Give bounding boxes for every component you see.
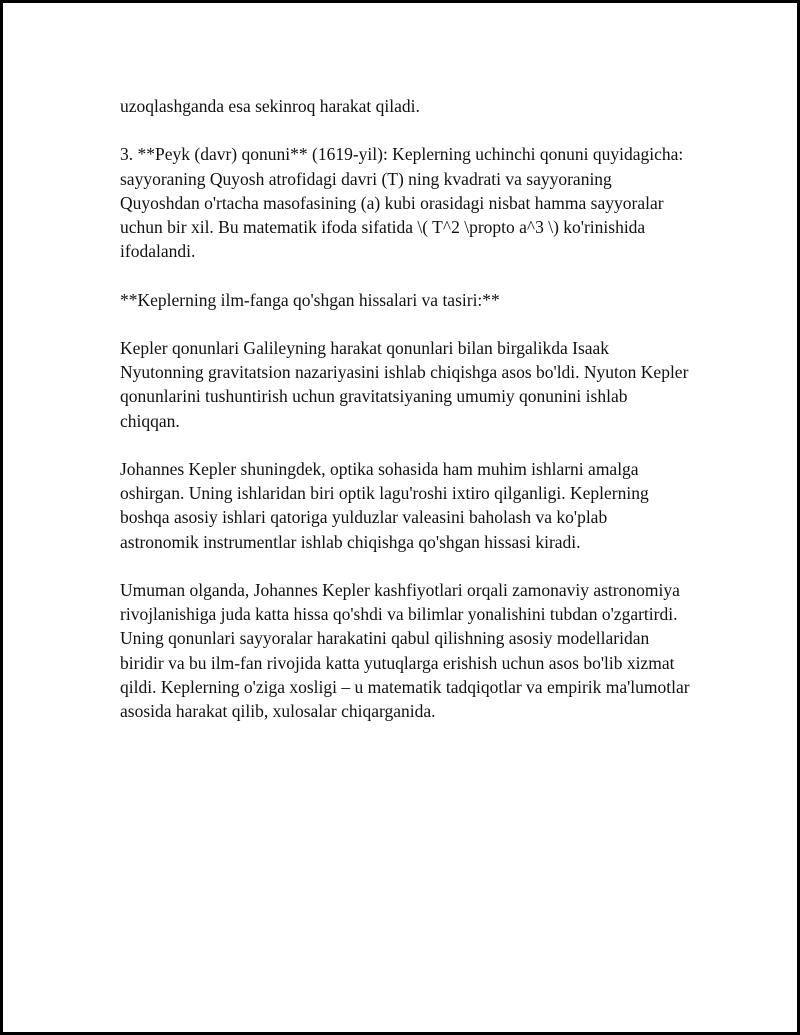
paragraph-continuation: uzoqlashganda esa sekinroq harakat qiladi.	[120, 96, 420, 116]
document-body	[120, 94, 690, 723]
paragraph-newton: Kepler qonunlari Galileyning harakat qonunlari bilan birgalikda Isaak Nyutonning gravitatsion nazariyasini ishlab chiqishga asos bo'ldi. Nyuton Kepler qonunlarini tushuntirish uchun gravitatsiyaning umumiy qonunini ishlab chiqqan.	[120, 337, 689, 431]
paragraph-third-law: 3. **Peyk (davr) qonuni** (1619-yil): Keplerning uchinchi qonuni quyidagicha: sayyoraning Quyosh atrofidagi davri (T) ning kvadrati va sayyoraning Quyoshdan o'rtacha masofasining (a) kubi orasidagi nisbat hamma sayyoralar uchun bir xil. Bu matematik ifoda sifatida \( T^2 \propto a^3 \) ko'rinishida ifodalandi.	[120, 144, 684, 262]
paragraph-optics: Johannes Kepler shuningdek, optika sohasida ham muhim ishlarni amalga oshirgan. Uning ishlaridan biri optik lagu'roshi ixtiro qilganligi. Keplerning boshqa asosiy ishlari qatoriga yulduzlar valeasini baholash va ko'plab astronomik instrumentlar ishlab chiqishga qo'shgan hissasi kiradi.	[120, 458, 649, 552]
paragraph-conclusion: Umuman olganda, Johannes Kepler kashfiyotlari orqali zamonaviy astronomiya rivojlanishiga juda katta hissa qo'shdi va bilimlar yonalishini tubdan o'zgartirdi. Uning qonunlari sayyoralar harakatini qabul qilishning asosiy modellaridan biridir va bu ilm-fan rivojida katta yutuqlarga erishish uchun asos bo'lib xizmat qildi. Keplerning o'ziga xosligi – u matematik tadqiqotlar va empirik ma'lumotlar asosida harakat qilib, xulosalar chiqarganida.	[120, 579, 690, 721]
section-heading-contributions: **Keplerning ilm-fanga qo'shgan hissalari va tasiri:**	[120, 289, 500, 310]
